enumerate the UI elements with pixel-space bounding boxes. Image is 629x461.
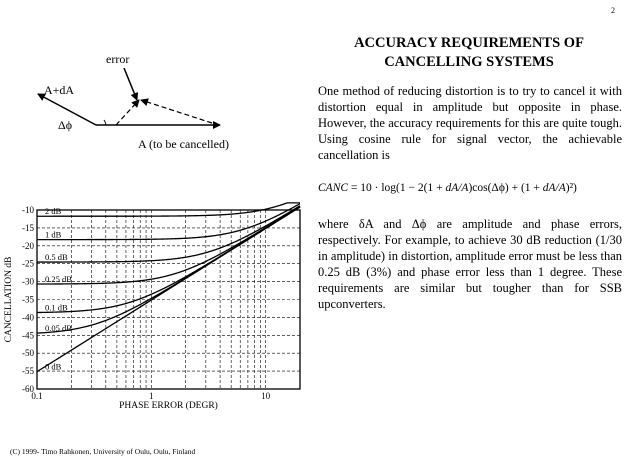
label-error: error <box>106 52 130 66</box>
curve-label: 0.25 dB <box>45 274 72 285</box>
chart-grid <box>37 210 300 389</box>
x-tick-label: 0.1 <box>31 391 43 401</box>
label-a: A (to be cancelled) <box>138 137 229 151</box>
chart-curve-labels <box>45 206 72 371</box>
label-a-plus-da: A+dA <box>44 83 75 97</box>
curve-label: 0.1 dB <box>45 302 68 313</box>
y-tick-label: -15 <box>22 222 34 233</box>
cancellation-formula <box>318 182 622 194</box>
y-tick-label: -35 <box>22 294 34 305</box>
curve-0-5-dB <box>37 206 300 262</box>
formula-da-over-a-2: dA/A <box>542 182 566 194</box>
y-tick-label: -60 <box>22 384 34 394</box>
y-tick-label: -30 <box>22 276 34 287</box>
error-arrow <box>124 68 137 100</box>
curve-label: 1 dB <box>45 229 62 240</box>
curve-label: 0 dB <box>45 361 62 372</box>
cancellation-chart <box>0 196 312 418</box>
formula-lhs: CANC <box>318 182 349 194</box>
y-tick-label: -50 <box>22 348 34 359</box>
formula-part-a: = 10 · log(1 − 2(1 + <box>348 182 446 194</box>
title-line-1: ACCURACY REQUIREMENTS OF <box>354 35 584 51</box>
curve-label: 0.05 dB <box>45 323 72 334</box>
y-tick-label: -10 <box>22 205 34 215</box>
y-tick-label: -45 <box>22 330 34 341</box>
formula-part-b: )cos(Δϕ) + (1 + <box>468 182 543 194</box>
dashed-vector-left <box>116 100 139 125</box>
formula-part-c: )²) <box>565 182 577 194</box>
y-axis-label: CANCELLATION dB <box>4 256 14 343</box>
y-tick-label: -40 <box>22 312 34 323</box>
x-tick-label: 10 <box>261 391 271 401</box>
formula-da-over-a-1: dA/A <box>445 182 469 194</box>
vector-diagram <box>20 45 310 155</box>
dashed-vector-right <box>141 100 212 123</box>
intro-paragraph: One method of reducing distortion is to try to cancel it with distortion equal in amplitude but opposite in phase. However, the accuracy requirements for this are quite tough. Using cosine rule for signal vector, the achievable cancellation is <box>318 84 622 162</box>
curve-label: 2 dB <box>45 206 62 217</box>
y-tick-label: -20 <box>22 240 34 251</box>
x-axis-label: PHASE ERROR (DEGR) <box>119 401 218 411</box>
label-delta-phi: Δϕ <box>58 118 73 132</box>
explanation-paragraph: where δA and Δϕ are amplitude and phase errors, respectively. For example, to achieve 30 dB reduction (1/30 in amplitude) in distortion, amplitude error must be less than 0.25 dB (3%) and phase error less than 1 degree. These requirements are similar but tougher than for SSB upconverters. <box>318 217 622 311</box>
page-title <box>318 34 620 72</box>
curve-label: 0.5 dB <box>45 252 68 263</box>
copyright-footer: (C) 1999- Timo Rahkonen, University of Oulu, Oulu, Finland <box>10 447 196 456</box>
page-number: 2 <box>611 6 615 15</box>
y-tick-label: -25 <box>22 258 34 269</box>
title-line-2: CANCELLING SYSTEMS <box>384 54 554 70</box>
x-tick-label: 1 <box>149 391 154 401</box>
y-tick-label: -55 <box>22 366 34 377</box>
